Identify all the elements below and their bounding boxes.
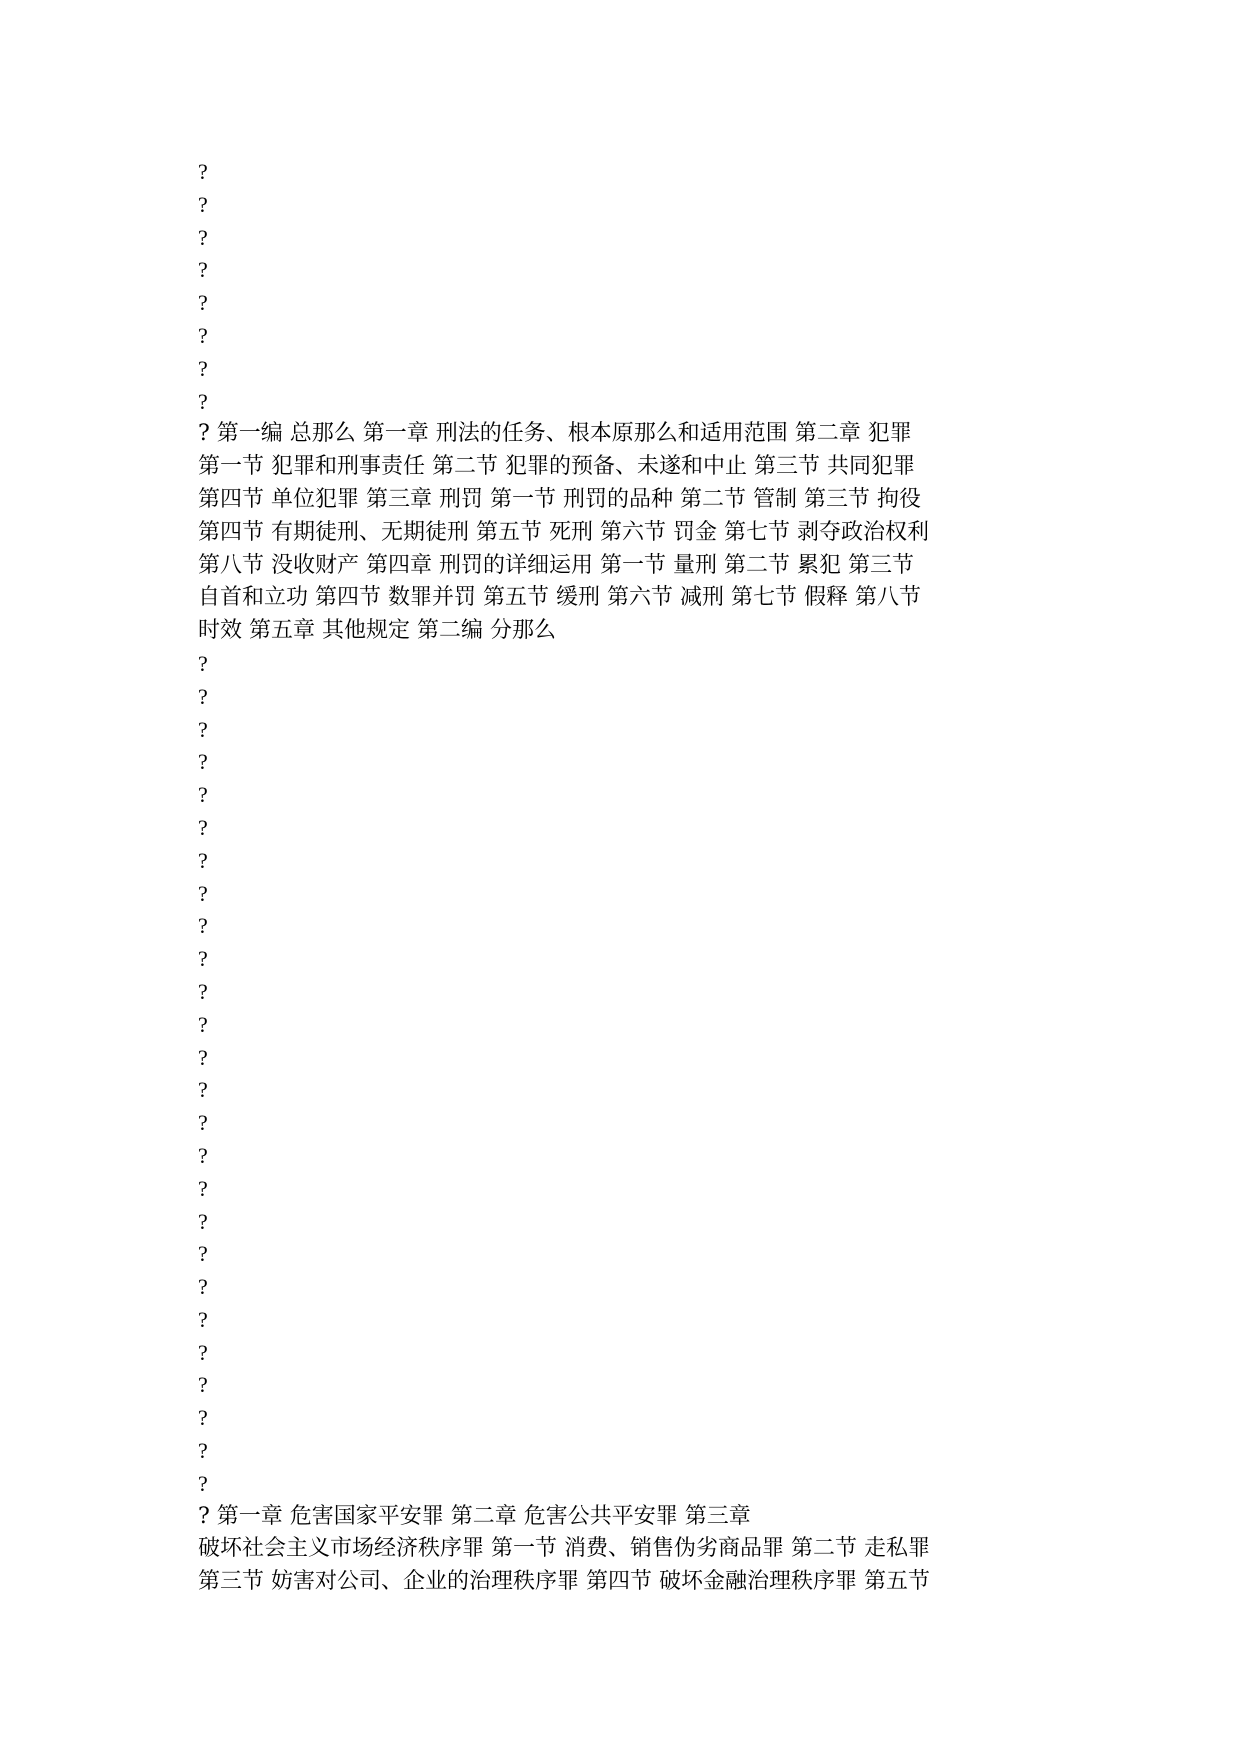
question-mark: ? [198,257,208,283]
question-mark: ? [198,978,208,1004]
question-mark: ? [198,749,208,775]
question-mark: ? [198,847,208,873]
question-mark: ? [198,782,208,808]
question-mark: ? [198,1208,208,1234]
question-mark: ? [198,946,208,972]
question-mark: ? [198,388,208,414]
question-mark: ? [198,355,208,381]
text-line: 第一节 犯罪和刑事责任 第二节 犯罪的预备、未遂和中止 第三节 共同犯罪 [198,454,915,480]
text-line: 第四节 有期徒刑、无期徒刑 第五节 死刑 第六节 罚金 第七节 剥夺政治权利 [198,519,929,545]
text-line: 第八节 没收财产 第四章 刑罚的详细运用 第一节 量刑 第二节 累犯 第三节 [198,552,914,578]
question-mark: ? [198,1175,208,1201]
question-mark: ? [198,1044,208,1070]
question-mark: ? [198,1077,208,1103]
text-line: ? 第一章 危害国家平安罪 第二章 危害公共平安罪 第三章 [198,1503,751,1529]
text-line: 时效 第五章 其他规定 第二编 分那么 [198,618,556,644]
question-mark: ? [198,1339,208,1365]
question-mark: ? [198,322,208,348]
question-mark: ? [198,290,208,316]
text-line: 破坏社会主义市场经济秩序罪 第一节 消费、销售伪劣商品罪 第二节 走私罪 [198,1536,930,1562]
question-mark: ? [198,1372,208,1398]
question-mark: ? [198,880,208,906]
question-mark: ? [198,1011,208,1037]
question-mark: ? [198,716,208,742]
question-mark: ? [198,191,208,217]
lead-marks [198,156,1038,418]
question-mark: ? [198,1470,208,1496]
question-mark: ? [198,1405,208,1431]
document-body [198,156,1038,1599]
text-line: 第四节 单位犯罪 第三章 刑罚 第一节 刑罚的品种 第二节 管制 第三节 拘役 [198,486,921,512]
specific-provisions-paragraph [198,1501,1038,1599]
general-provisions-paragraph [198,418,1038,648]
text-line: ? 第一编 总那么 第一章 刑法的任务、根本原那么和适用范围 第二章 犯罪 [198,421,912,447]
question-mark: ? [198,1110,208,1136]
question-mark: ? [198,650,208,676]
middle-marks [198,648,1038,1501]
question-mark: ? [198,1241,208,1267]
question-mark: ? [198,224,208,250]
question-mark: ? [198,1142,208,1168]
question-mark: ? [198,913,208,939]
question-mark: ? [198,1306,208,1332]
question-mark: ? [198,159,208,184]
question-mark: ? [198,1274,208,1300]
question-mark: ? [198,1438,208,1464]
question-mark: ? [198,683,208,709]
question-mark: ? [198,814,208,840]
text-line: 自首和立功 第四节 数罪并罚 第五节 缓刑 第六节 减刑 第七节 假释 第八节 [198,585,921,611]
text-line: 第三节 妨害对公司、企业的治理秩序罪 第四节 破坏金融治理秩序罪 第五节 [198,1569,930,1595]
